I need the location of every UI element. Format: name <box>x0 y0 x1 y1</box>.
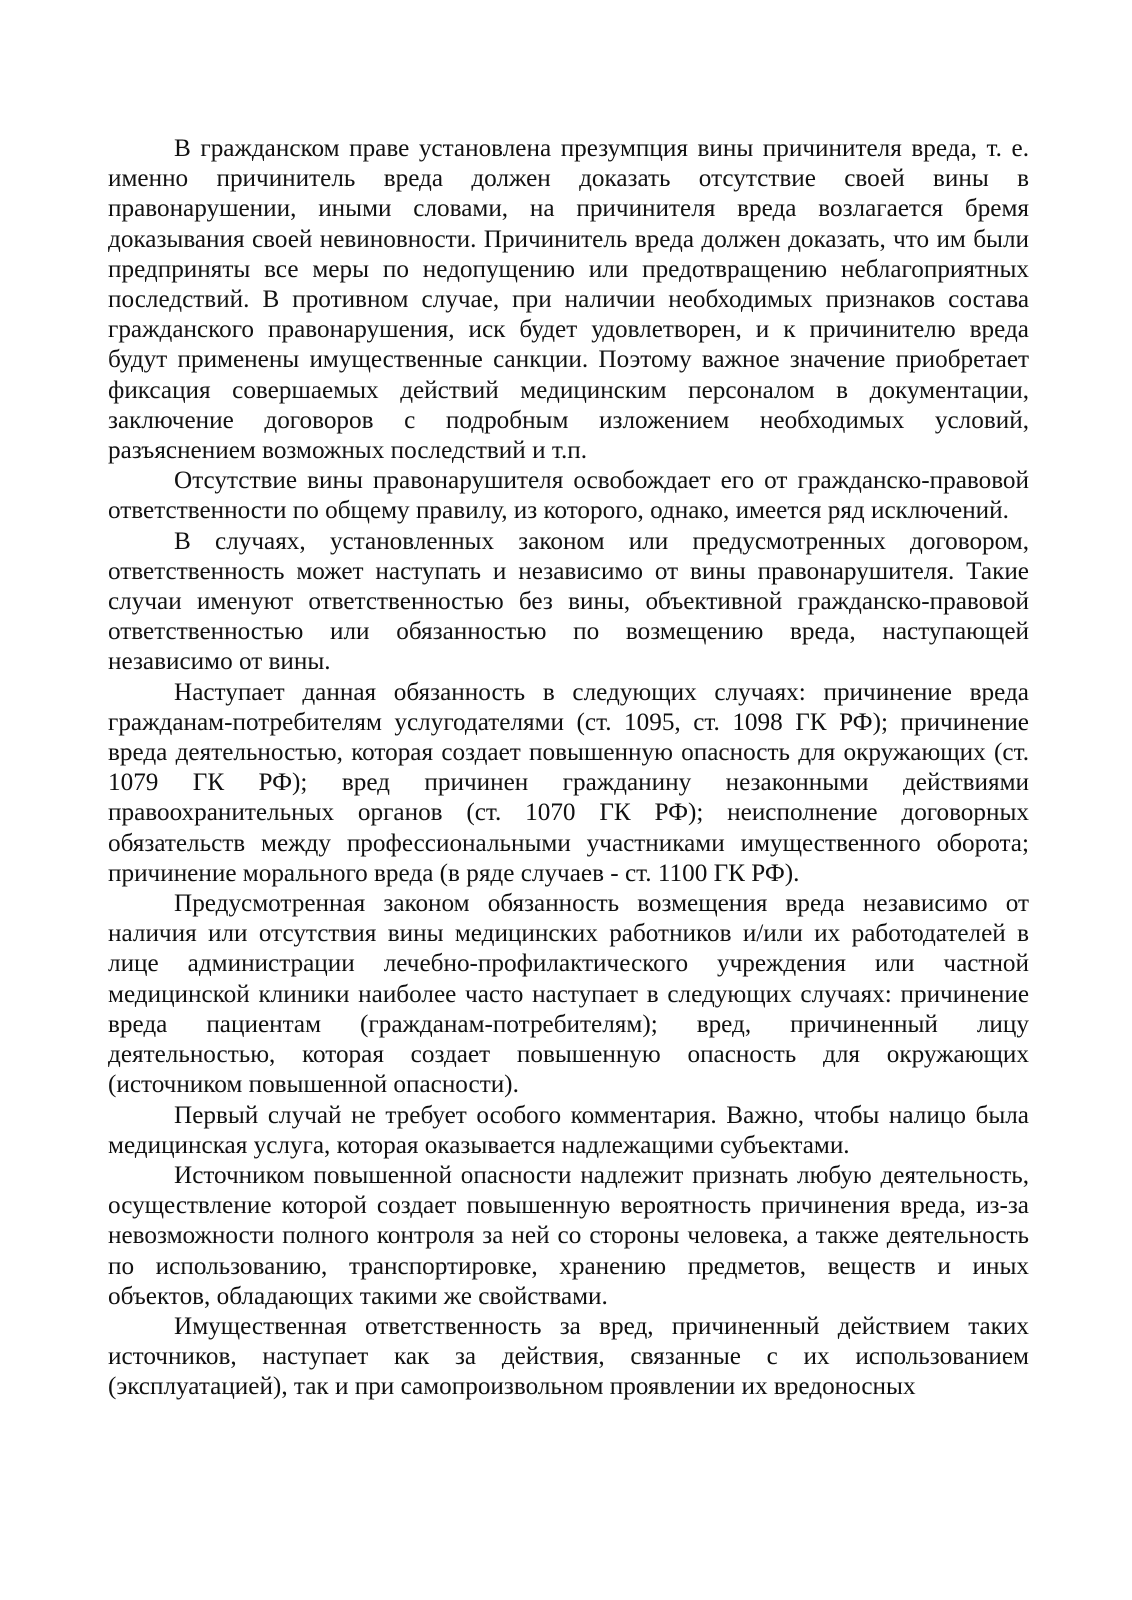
document-body <box>108 134 1029 1403</box>
paragraph-4: Наступает данная обязанность в следующих случаях: причинение вреда гражданам-потребителям услугодателями (ст. 1095, ст. 1098 ГК РФ); причинение вреда деятельностью, которая создает повышенную опасность для окружающих (ст. 1079 ГК РФ); вред причинен гражданину незаконными действиями правоохранительных органов (ст. 1070 ГК РФ); неисполнение договорных обязательств между профессиональными участниками имущественного оборота; причинение морального вреда (в ряде случаев - ст. 1100 ГК РФ). <box>108 678 1029 887</box>
paragraph-2: Отсутствие вины правонарушителя освобождает его от гражданско-правовой ответственности по общему правилу, из которого, однако, имеется ряд исключений. <box>108 467 1029 525</box>
paragraph-1: В гражданском праве установлена презумпция вины причинителя вреда, т. е. именно причинитель вреда должен доказать отсутствие своей вины в правонарушении, иными словами, на причинителя вреда возлагается бремя доказывания своей невиновности. Причинитель вреда должен доказать, что им были предприняты все меры по недопущению или предотвращению неблагоприятных последствий. В противном случае, при наличии необходимых признаков состава гражданского правонарушения, иск будет удовлетворен, и к причинителю вреда будут применены имущественные санкции. Поэтому важное значение приобретает фиксация совершаемых действий медицинским персоналом в документации, заключение договоров с подробным изложением необходимых условий, разъяснением возможных последствий и т.п. <box>108 135 1029 465</box>
paragraph-3: В случаях, установленных законом или предусмотренных договором, ответственность может наступать и независимо от вины правонарушителя. Такие случаи именуют ответственностью без вины, объективной гражданско-правовой ответственностью или обязанностью по возмещению вреда, наступающей независимо от вины. <box>108 527 1029 676</box>
paragraph-7: Источником повышенной опасности надлежит признать любую деятельность, осуществление которой создает повышенную вероятность причинения вреда, из-за невозможности полного контроля за ней со стороны человека, а также деятельность по использованию, транспортировке, хранению предметов, веществ и иных объектов, обладающих такими же свойствами. <box>108 1161 1029 1310</box>
paragraph-5: Предусмотренная законом обязанность возмещения вреда независимо от наличия или отсутствия вины медицинских работников и/или их работодателей в лице администрации лечебно-профилактического учреждения или частной медицинской клиники наиболее часто наступает в следующих случаях: причинение вреда пациентам (гражданам-потребителям); вред, причиненный лицу деятельностью, которая создает повышенную опасность для окружающих (источником повышенной опасности). <box>108 890 1029 1099</box>
paragraph-6: Первый случай не требует особого комментария. Важно, чтобы налицо была медицинская услуга, которая оказывается надлежащими субъектами. <box>108 1101 1029 1159</box>
paragraph-8: Имущественная ответственность за вред, причиненный действием таких источников, наступает как за действия, связанные с их использованием (эксплуатацией), так и при самопроизвольном проявлении их вредоносных <box>108 1312 1029 1401</box>
